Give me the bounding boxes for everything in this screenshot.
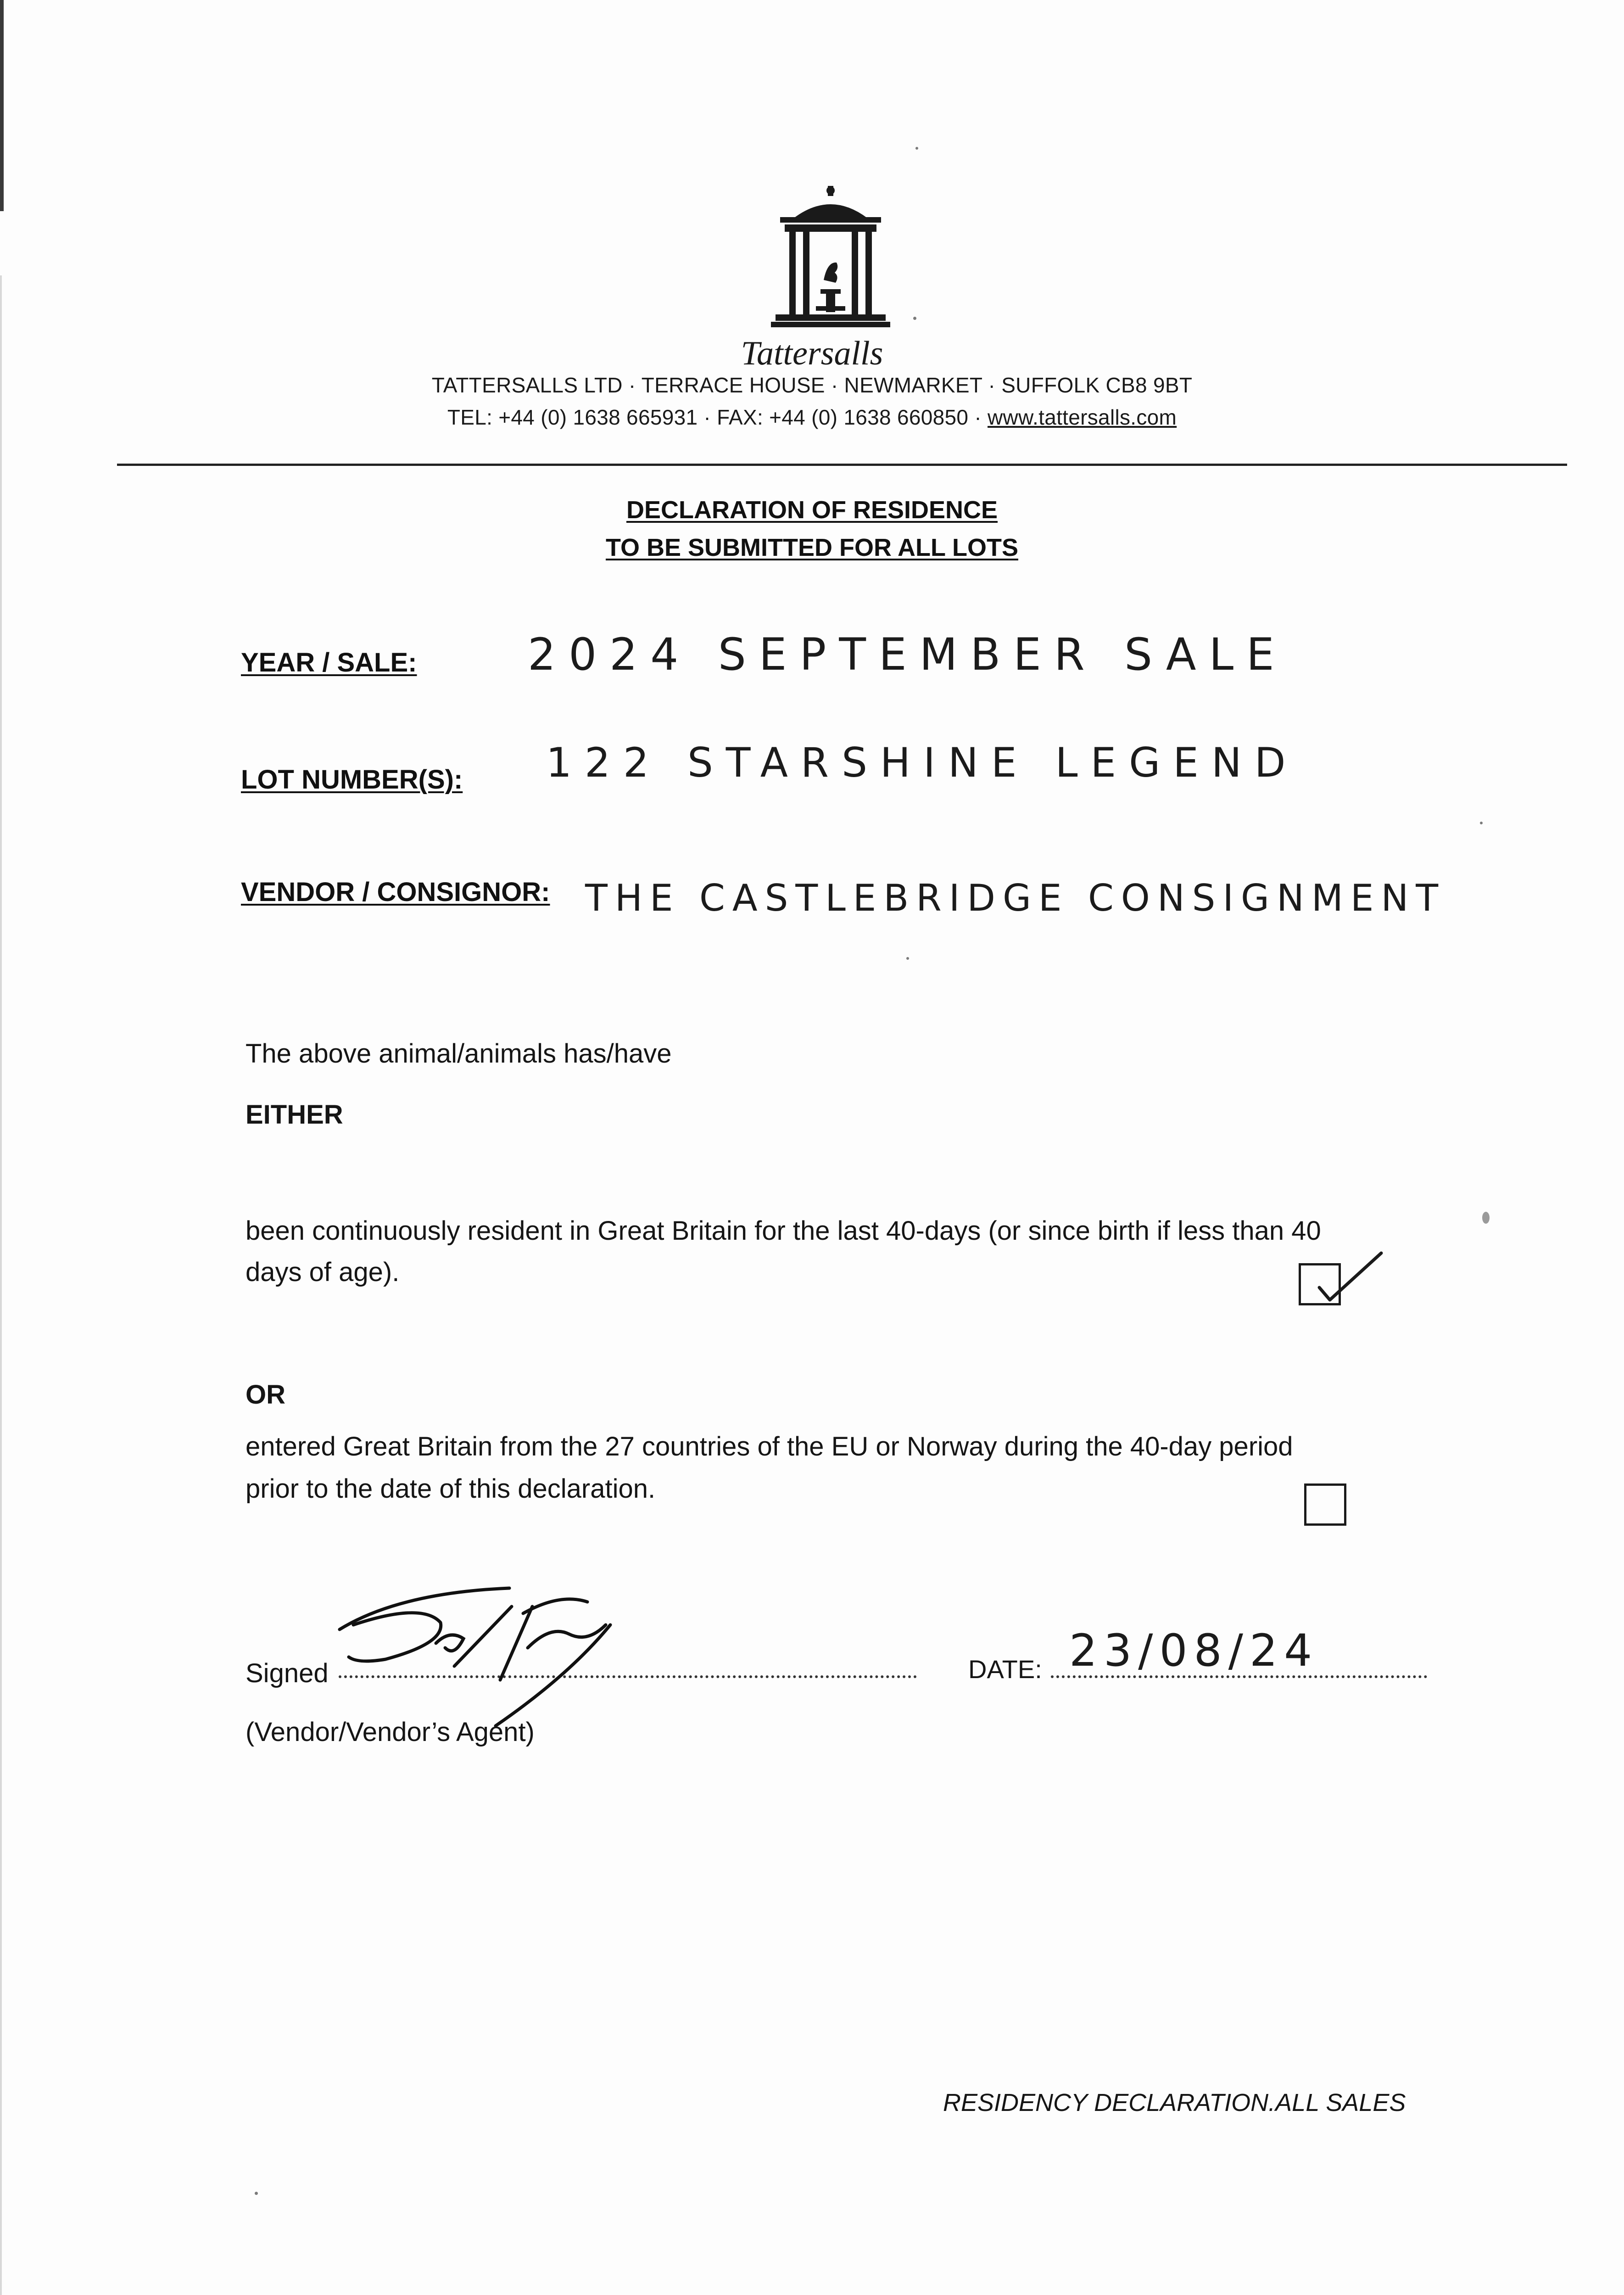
vendor-consignor-value: THE CASTLEBRIDGE CONSIGNMENT xyxy=(585,877,1446,919)
intro-text: The above animal/animals has/have xyxy=(246,1039,672,1069)
form-subtitle: TO BE SUBMITTED FOR ALL LOTS xyxy=(606,534,1018,561)
website-link[interactable]: www.tattersalls.com xyxy=(988,405,1177,429)
phone-fax: TEL: +44 (0) 1638 665931 · FAX: +44 (0) 1638 660850 · xyxy=(447,405,988,429)
contact-line xyxy=(0,405,1624,430)
company-address: TATTERSALLS LTD · TERRACE HOUSE · NEWMARKET · SUFFOLK CB8 9BT xyxy=(431,373,1193,397)
scan-speck xyxy=(915,147,918,150)
scan-speck xyxy=(1480,822,1483,824)
vendor-consignor-label: VENDOR / CONSIGNOR: xyxy=(241,877,550,907)
option2-checkbox[interactable] xyxy=(1304,1483,1346,1526)
lot-number-label: LOT NUMBER(S): xyxy=(241,765,463,795)
date-label: DATE: xyxy=(968,1655,1042,1684)
tattersalls-logo xyxy=(762,186,899,337)
brand-name: Tattersalls xyxy=(741,335,883,372)
scan-edge-line xyxy=(0,275,2,2295)
checkmark-icon xyxy=(1303,1248,1386,1308)
form-reference: RESIDENCY DECLARATION.ALL SALES xyxy=(943,2089,1406,2116)
lot-number-value: 122 STARSHINE LEGEND xyxy=(546,739,1299,786)
scan-speck xyxy=(255,2192,258,2195)
header-divider xyxy=(117,464,1567,466)
year-sale-value: 2024 SEPTEMBER SALE xyxy=(528,629,1287,680)
scan-speck xyxy=(913,317,916,320)
signed-label: Signed xyxy=(246,1658,329,1688)
option1-line2: days of age). xyxy=(246,1257,400,1287)
or-label: OR xyxy=(246,1380,285,1410)
form-title: DECLARATION OF RESIDENCE xyxy=(626,496,998,524)
option1-line1: been continuously resident in Great Britain for the last 40-days (or since birth if less than 40 xyxy=(246,1216,1321,1246)
scan-speck xyxy=(1482,1212,1490,1224)
scan-speck xyxy=(906,957,909,960)
scan-edge-shadow xyxy=(0,0,4,211)
date-value: 23/08/24 xyxy=(1069,1625,1319,1676)
handwritten-signature xyxy=(330,1574,698,1740)
signer-role: (Vendor/Vendor’s Agent) xyxy=(246,1717,535,1747)
option2-line1: entered Great Britain from the 27 countries of the EU or Norway during the 40-day period xyxy=(246,1432,1293,1461)
year-sale-label: YEAR / SALE: xyxy=(241,648,417,677)
option2-line2: prior to the date of this declaration. xyxy=(246,1474,656,1504)
either-label: EITHER xyxy=(246,1100,343,1130)
